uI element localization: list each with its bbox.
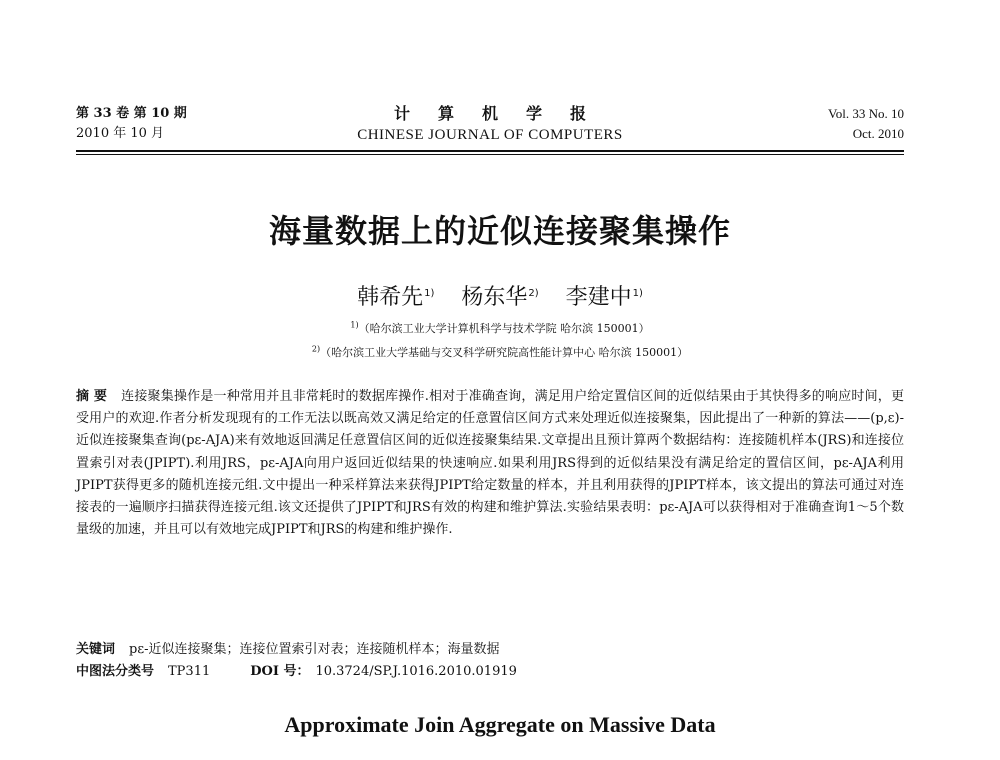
header-center: [76, 104, 904, 146]
header-rule-thick: [76, 150, 904, 152]
author-name: 杨东华: [461, 285, 528, 310]
author-list: [0, 280, 1000, 311]
author: [566, 285, 643, 310]
volume-en: Vol. 33 No. 10: [828, 106, 904, 121]
journal-name-cn: 计算机学报: [393, 104, 614, 123]
affiliation: [0, 344, 1000, 360]
publication-date-en: Oct. 2010: [852, 126, 904, 141]
doi-label: DOI 号：: [250, 664, 310, 679]
affiliation-mark: 2): [311, 344, 321, 354]
author-name: 李建中: [565, 285, 632, 310]
paper-title: 海量数据上的近似连接聚集操作: [268, 212, 731, 250]
author-affiliation-mark: 1): [424, 287, 435, 299]
paper-title-en: Approximate Join Aggregate on Massive Data: [284, 712, 716, 737]
classification-label: 中图法分类号: [76, 664, 155, 679]
keywords-label: 关键词: [76, 642, 116, 657]
affiliation: [0, 320, 1000, 336]
abstract-label: 摘 要: [76, 389, 108, 404]
author: [461, 285, 538, 310]
affiliation-mark: 1): [350, 320, 359, 330]
running-header: [76, 104, 904, 152]
header-right: [828, 104, 904, 144]
classification: [76, 662, 904, 682]
author-affiliation-mark: 1): [632, 287, 643, 299]
volume-issue: 第 33 卷 第 10 期: [76, 106, 187, 121]
author-name: 韩希先: [357, 285, 424, 310]
author: [357, 285, 434, 310]
doi-value: 10.3724/SP.J.1016.2010.01919: [315, 664, 517, 679]
abstract: [76, 386, 904, 541]
keywords-text: pε-近似连接聚集；连接位置索引对表；连接随机样本；海量数据: [129, 642, 500, 657]
journal-name-en: CHINESE JOURNAL OF COMPUTERS: [357, 127, 623, 143]
author-affiliation-mark: 2): [528, 287, 539, 299]
header-rule-thin: [76, 154, 904, 155]
publication-date-cn: 2010 年 10 月: [76, 126, 165, 141]
classification-code: TP311: [168, 664, 211, 679]
affiliation-text: （哈尔滨工业大学基础与交叉科学研究院高性能计算中心 哈尔滨 150001）: [320, 346, 689, 359]
keywords: [76, 640, 904, 660]
abstract-text: 连接聚集操作是一种常用并且非常耗时的数据库操作.相对于准确查询，满足用户给定置信区间的近似结果由于其快得多的响应时间，更受用户的欢迎.作者分析发现现有的工作无法以既高效又满足给定的任意置信区间方式来处理近似连接聚集，因此提出了一种新的算法——(p,ε)-近似连接聚集查询(pε-AJA)来有效地返回满足任意置信区间的近似连接聚集结果.文章提出且预计算两个数据结构：连接随机样本(JRS)和连接位置索引对表(JPIPT).利用JRS，pε-AJA向用户返回近似结果的快速响应.如果利用JRS得到的近似结果没有满足给定的置信区间，pε-AJA利用JPIPT获得更多的随机连接元组.文中提出一种采样算法来获得JPIPT给定数量的样本，并且利用获得的JPIPT样本，该文提出的算法可通过对连接表的一遍顺序扫描获得连接元组.该文还提供了JPIPT和JRS有效的构建和维护算法.实验结果表明：pε-AJA可以获得相对于准确查询1～5个数量级的加速，并且可以有效地完成JPIPT和JRS的构建和维护操作.: [76, 389, 904, 538]
affiliation-text: （哈尔滨工业大学计算机科学与技术学院 哈尔滨 150001）: [358, 322, 650, 335]
